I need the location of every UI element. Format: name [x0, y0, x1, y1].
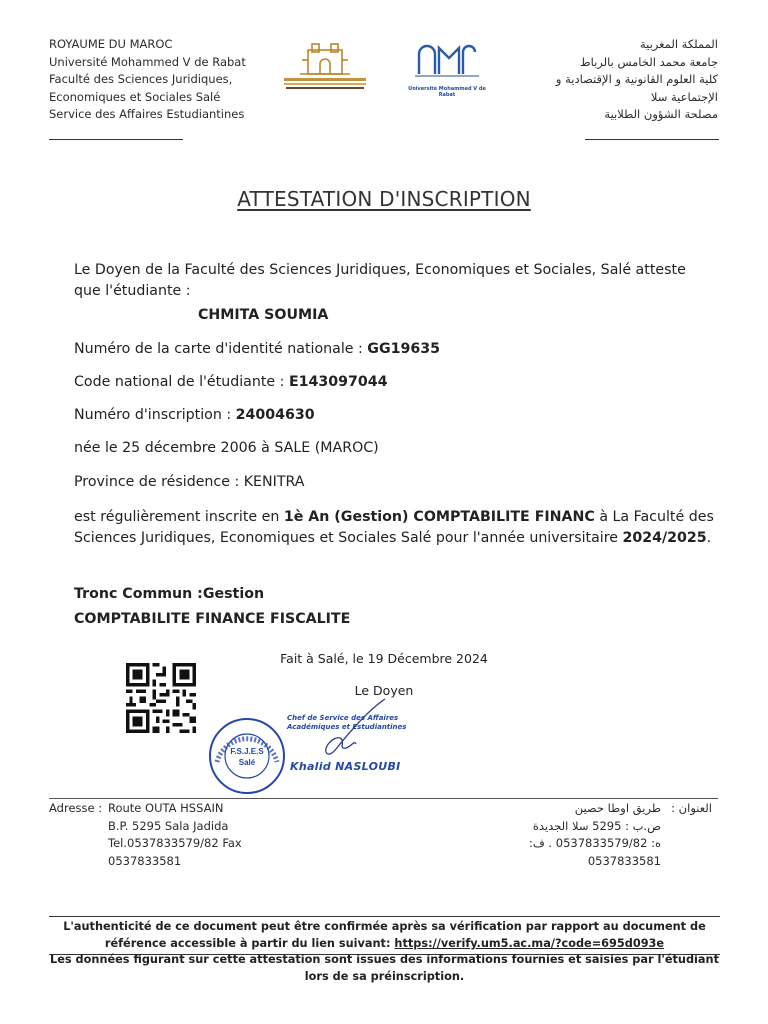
enrollment-program: 1è An (Gestion) COMPTABILITE FINANC	[283, 509, 595, 525]
header-country-ar: المملكة المغربية	[639, 37, 718, 51]
document-title: ATTESTATION D'INSCRIPTION	[237, 187, 531, 211]
faculty-building-logo	[280, 40, 370, 92]
faculty-round-seal	[207, 716, 287, 796]
cin-value: GG19635	[367, 341, 440, 357]
cin-line	[74, 339, 714, 360]
address-ar-line-3: ه: 0537833579/82 . ف:	[528, 836, 661, 850]
header-service-ar: مصلحة الشؤون الطلابية	[604, 107, 718, 122]
header-university: Université Mohammed V de Rabat	[49, 54, 246, 69]
enrollment-paragraph	[74, 507, 714, 549]
handwritten-signature	[300, 694, 400, 764]
header-service: Service des Affaires Estudiantines	[49, 107, 245, 122]
place-date: Fait à Salé, le 19 Décembre 2024	[280, 651, 488, 666]
address-fr-line-2: B.P. 5295 Sala Jadida	[108, 818, 229, 833]
header-faculty-2: Economiques et Sociales Salé	[49, 89, 221, 104]
intro-text: Le Doyen de la Faculté des Sciences Juridiques, Economiques et Sociales, Salé atteste que l'étudiante :	[74, 262, 686, 299]
stamp-service-line-2: Académiques et Estudiantines	[287, 723, 407, 731]
header-left-rule	[49, 139, 183, 140]
authenticity-text: L'authenticité de ce document peut être confirmée après sa vérification par rapport au document de référence accessible à partir du lien suivant:	[63, 920, 706, 950]
footer-rule	[49, 798, 718, 799]
address-fr-line-1: Route OUTA HSSAIN	[108, 801, 224, 815]
birth-line: née le 25 décembre 2006 à SALE (MAROC)	[74, 440, 379, 456]
address-fr-line-3: Tel.0537833579/82 Fax	[108, 836, 242, 850]
address-fr-line-4: 0537833581	[108, 853, 182, 868]
header-faculty-1: Faculté des Sciences Juridiques,	[49, 72, 233, 87]
address-fr-block	[108, 800, 242, 870]
address-label: Adresse :	[49, 801, 103, 815]
university-logo-caption: Université Mohammed V de Rabat	[408, 86, 486, 98]
header-country: ROYAUME DU MAROC	[49, 37, 173, 51]
authenticity-notice	[49, 916, 720, 955]
stamp-service-line-1: Chef de Service des Affaires	[287, 714, 399, 722]
header-right-block	[556, 36, 718, 124]
address-ar-label: العنوان :	[671, 801, 712, 815]
signatory-role: Le Doyen	[354, 683, 414, 698]
enrollment-suffix: .	[706, 530, 712, 546]
address-ar-line-1: طريق اوطا حصين	[574, 801, 661, 815]
inscription-label: Numéro d'inscription :	[74, 407, 236, 423]
inscription-line	[74, 405, 714, 426]
seal-acronym: F.S.J.E.S	[230, 747, 264, 756]
inscription-value: 24004630	[235, 407, 315, 423]
header-faculty-ar-1: كلية العلوم القانونية و الإقتصادية و	[555, 72, 718, 87]
header-university-ar: جامعة محمد الخامس بالرباط	[579, 54, 718, 69]
university-mohammed-v-logo	[407, 40, 487, 98]
qr-code	[126, 663, 196, 733]
header-right-rule	[585, 139, 719, 140]
enrollment-year: 2024/2025	[622, 530, 707, 546]
header-left-block	[49, 36, 246, 124]
verification-link[interactable]: https://verify.um5.ac.ma/?code=695d093e	[394, 937, 665, 950]
cne-value: E143097044	[288, 374, 388, 390]
seal-city: Salé	[238, 758, 256, 767]
province-line: Province de résidence : KENITRA	[74, 474, 305, 490]
cne-label: Code national de l'étudiante :	[74, 374, 289, 390]
enrollment-prefix: est régulièrement inscrite en	[74, 509, 284, 525]
cne-line	[74, 372, 714, 393]
address-ar-line-4: 0537833581	[587, 853, 661, 868]
enrollment-middle: à La Faculté des Sciences Juridiques, Economiques et Sociales Salé pour l'année universitaire	[74, 509, 714, 546]
track-line-1: Tronc Commun :Gestion	[74, 586, 265, 602]
header-faculty-ar-2: الإجتماعية سلا	[650, 89, 718, 104]
cin-label: Numéro de la carte d'identité nationale :	[74, 341, 368, 357]
address-ar-line-2: ص.ب : 5295 سلا الجديدة	[532, 818, 661, 833]
address-ar-block	[529, 800, 661, 870]
stamp-name: Khalid NASLOUBI	[290, 760, 401, 773]
data-source-notice: Les données figurant sur cette attestation sont issues des informations fournies et saisies par l'étudiant lors de sa préinscription.	[50, 953, 719, 983]
student-name: CHMITA SOUMIA	[198, 307, 329, 323]
track-line-2: COMPTABILITE FINANCE FISCALITE	[74, 611, 351, 627]
